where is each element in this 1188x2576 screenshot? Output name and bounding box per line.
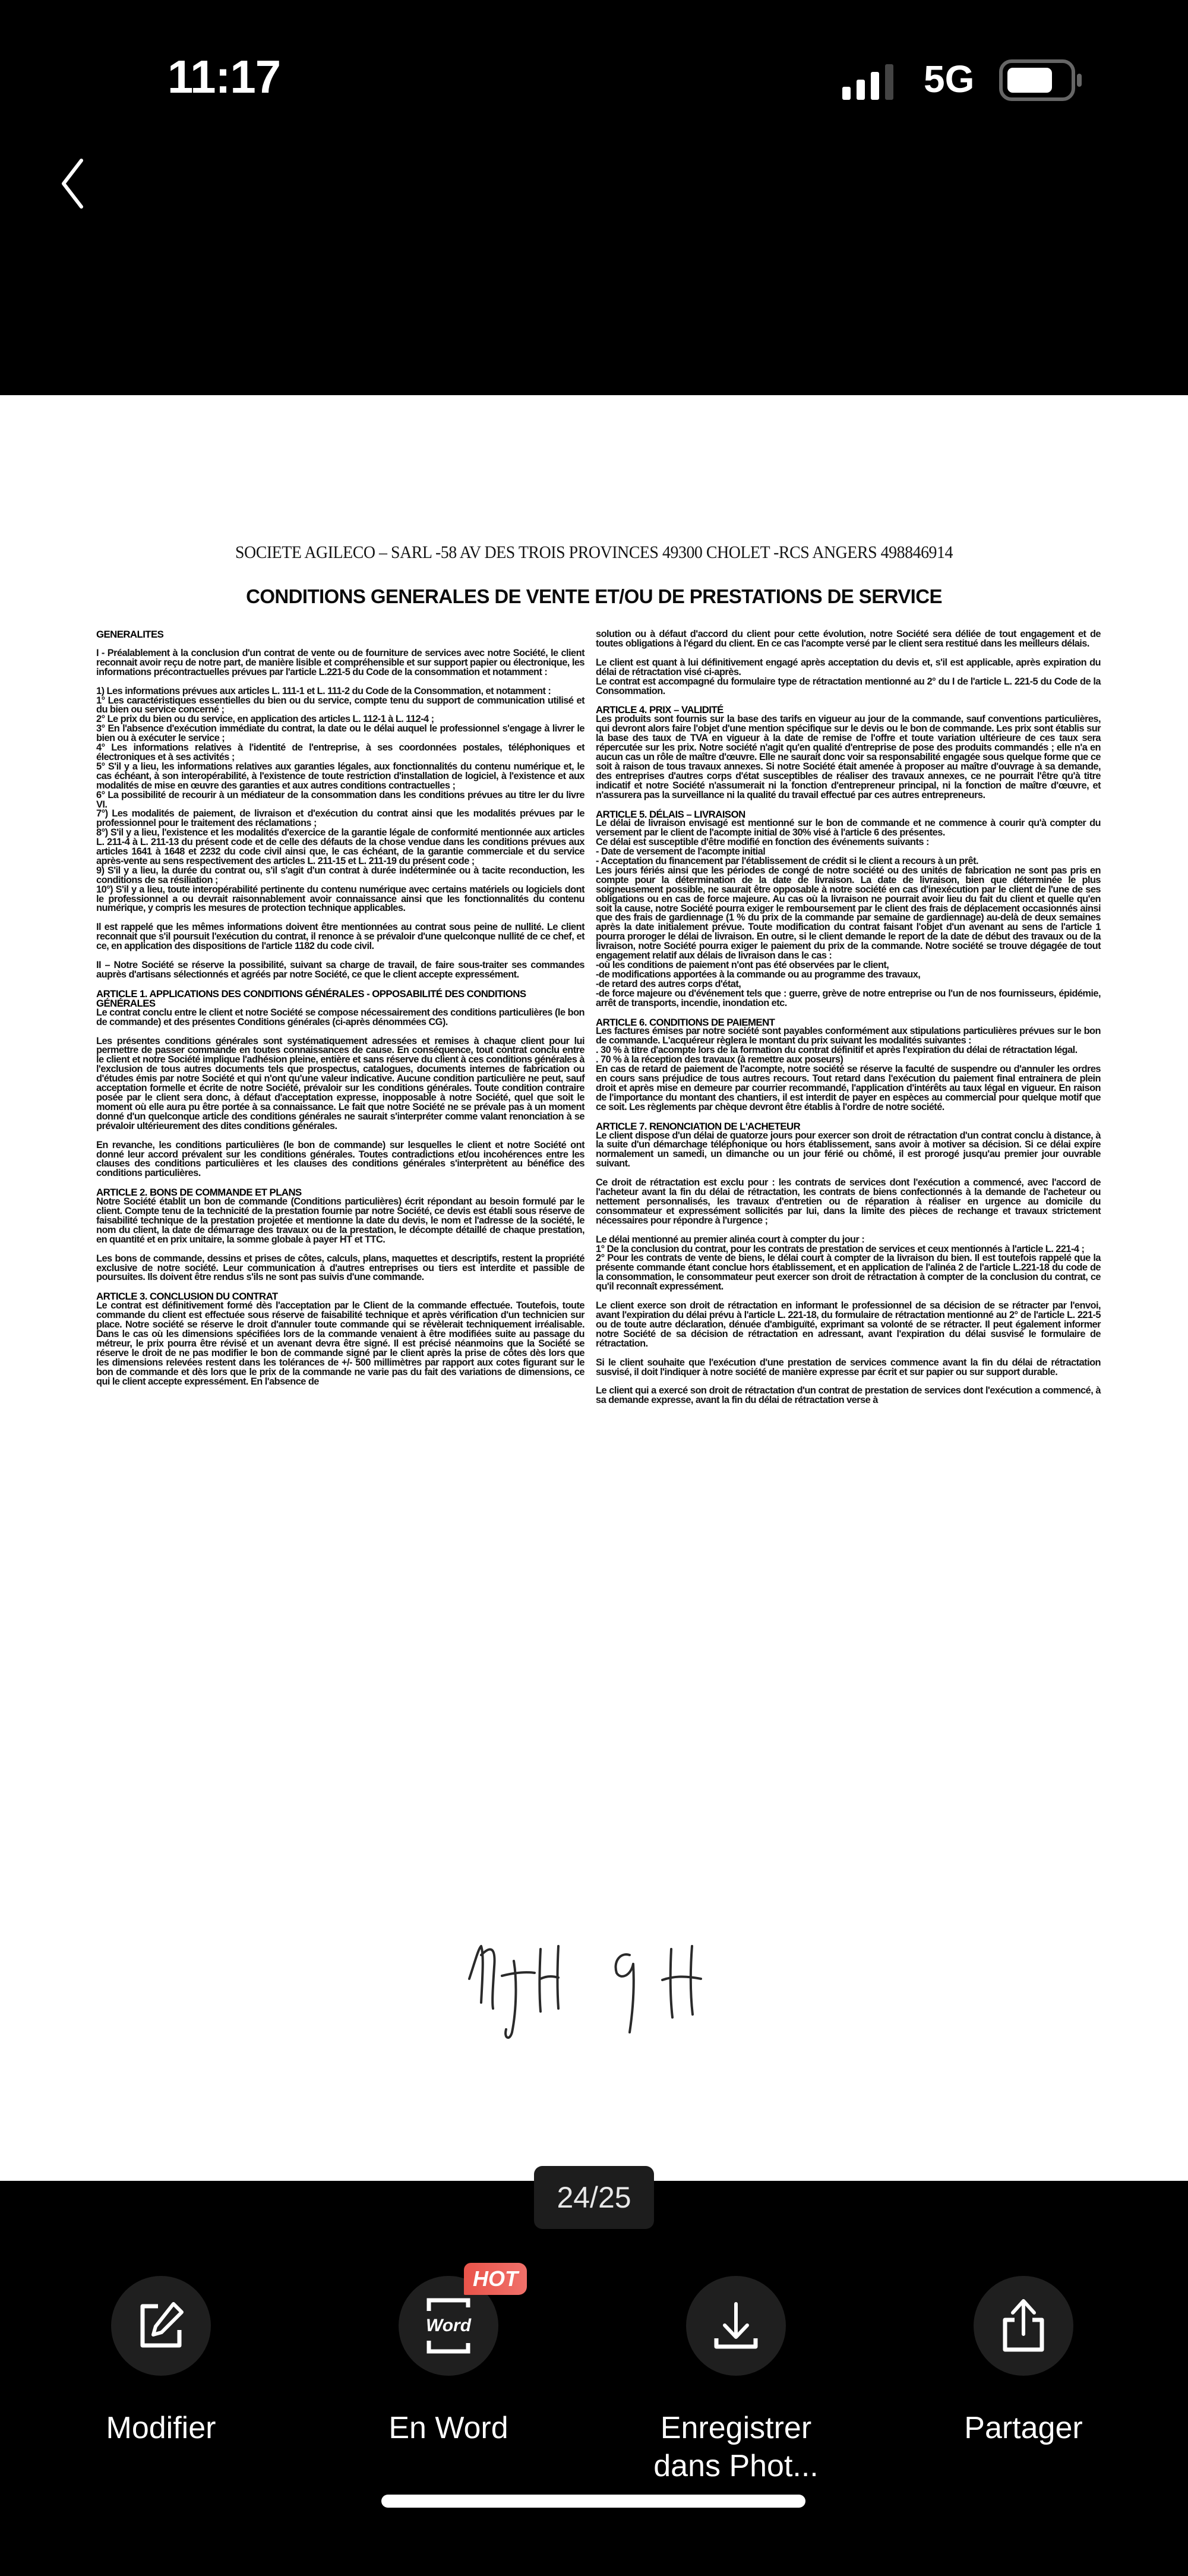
section-paragraph: Les produits sont fournis sur la base des tarifs en vigueur au jour de la commande, sauf conventions particulières, qui devront alors faire l'objet d'une mention spécifique sur le devis ou le bon de commande. Les prix sont établis sur la base des taux de TVA en vigueur à la date de remise de l'offre et toute variation ultérieure de ces taux sera répercutée sur les prix. Notre société n'agit qu'en qualité d'entreprise de pose des produits commandés ; elle n'a en aucun cas un rôle de maître d'œuvre. Elle ne saurait donc voir sa responsabilité engagée sous quelque forme que ce soit à raison de tous travaux annexes. Si notre Société était amenée à proposer au maître d'ouvrage à sa demande, des entreprises d'autres corps d'état susceptibles de réaliser des travaux annexes, ce ne pourrait l'être qu'à titre indicatif et notre Société n'assumerait ni la fonction d'entrepreneur principal, ni la fonction de maître d'œuvre, et n'assurera pas la surveillance ni la qualité du travail effectué par ces autres entrepreneurs. (596, 714, 1101, 800)
paragraph-line: . 70 % à la réception des travaux (à remettre aux poseurs) (596, 1054, 843, 1065)
section-paragraph: Notre Société établit un bon de commande (Conditions particulières) écrit répondant au besoin formulé par le client. Compte tenu de la technicité de la prestation fournie par notre Société, ce devis est établi sous réserve de faisabilité technique de la prestation projetée et mentionne la date du devis, le nom et l'adresse de la société, le nom du client, la date de démarrage des travaux ou de la prestation, le décompte détaillé de chaque prestation, en quantité et en prix unitaire, la somme globale à payer HT et TTC. (96, 1196, 584, 1245)
en-word-label: En Word (388, 2411, 508, 2445)
paragraph-line: Le délai de livraison envisagé est mentionné sur le bon de commande et ne commence à courir qu'à compter du versement par le client de l'acompte initial de 30% visé à l'article 6 des présentes. (596, 818, 1101, 838)
section-heading: ARTICLE 4. PRIX – VALIDITÉ (596, 704, 723, 716)
paragraph-line: 7°) Les modalités de paiement, de livraison et d'exécution du contrat ainsi que les modalités prévues par le professionnel pour le traitement des réclamations ; (96, 808, 584, 829)
document-section (96, 630, 584, 980)
document-section (596, 1018, 1101, 1112)
cellular-signal-icon (842, 64, 902, 100)
save-to-photos-button[interactable] (638, 2276, 834, 2485)
partager-button-circle[interactable] (974, 2276, 1073, 2376)
home-indicator[interactable] (381, 2495, 805, 2508)
word-icon-text: Word (425, 2316, 472, 2335)
paragraph-line: Ce délai est susceptible d'être modifié en fonction des événements suivants : (596, 837, 929, 848)
document-title: CONDITIONS GENERALES DE VENTE ET/OU DE PRESTATIONS DE SERVICE (246, 585, 942, 607)
modifier-button-circle[interactable] (111, 2276, 211, 2376)
section-heading: GENERALITES (96, 629, 164, 640)
paragraph-line: 3° En l'absence d'exécution immédiate du contrat, la date ou le délai auquel le professionnel s'engage à livrer le bien ou à exécuter le service ; (96, 723, 584, 744)
section-paragraph (596, 1027, 1101, 1112)
paragraph-line: Le délai mentionné au premier alinéa court à compter du jour : (596, 1234, 865, 1245)
paragraph-line: 8°) S'il y a lieu, l'existence et les modalités d'exercice de la garantie légale de conformité mentionnée aux articles L. 211-4 à L. 211-13 du présent code et de celle des défauts de la chose vendue dans les conditions prévues aux articles 1641 à 1648 et 2232 du code civil ainsi que, le cas échéant, de la garantie commerciale et du service après-vente au sens respectivement des articles L. 211-15 et L. 211-19 du présent code ; (96, 827, 584, 866)
section-paragraph: I - Préalablement à la conclusion d'un contrat de vente ou de fourniture de services avec notre Société, le client reconnait avoir reçu de notre part, de manière lisible et compréhensible et sur support papier ou électronique, les informations précontractuelles prévues par l'article L.221-5 du Code de la consommation et notamment : (96, 647, 584, 677)
paragraph-line: Le contrat est accompagné du formulaire type de rétractation mentionné au 2° du I de l'article L. 221-5 du Code de la Consommation. (596, 676, 1101, 696)
save-to-photos-label (638, 2409, 834, 2485)
paragraph-line: 1° De la conclusion du contrat, pour les contrats de prestation de services et ceux mentionnés à l'article L. 221-4 ; (596, 1243, 1085, 1254)
section-paragraph: Les présentes conditions générales sont systématiquement adressées et remises à chaque client pour lui permettre de passer commande en toutes connaissances de cause. En conséquence, tout contrat conclu entre le client et notre Société implique l'adhésion pleine, entière et sans réserve du client à ces conditions générales à l'exclusion de tous autres documents tels que prospectus, catalogues, documents internes de fabrication ou d'études émis par notre Société et qui n'ont qu'une valeur indicative. Aucune condition particulière ne peut, sauf acceptation formelle et écrite de notre Société, prévaloir sur les conditions générales. Toute condition contraire posée par le client sera donc, à défaut d'acceptation expresse, inopposable à notre Société, quel que soit le moment où elle aura pu être portée à sa connaissance. Le fait que notre Société ne se prévale pas à un moment donné d'un quelconque article des conditions générales ne saurait s'interpréter comme valant renonciation à se prévaloir ultérieurement des dites conditions générales. (96, 1035, 584, 1131)
document-right-column (596, 630, 1101, 1415)
paragraph-line: 5° S'il y a lieu, les informations relatives aux garanties légales, aux fonctionnalités du contenu numérique et, le cas échéant, à son interopérabilité, à l'existence de toute restriction d'installation de logiciel, à l'existence et aux modalités de mise en œuvre des garanties et aux autres conditions contractuelles ; (96, 761, 584, 791)
paragraph-line: -de force majeure ou d'événement tels que : guerre, grève de notre entreprise ou l'un de nos fournisseurs, épidémie, arrêt de transports, incendie, inondation etc. (596, 988, 1101, 1008)
document-page[interactable] (0, 395, 1188, 2181)
hot-badge: HOT (464, 2263, 527, 2295)
paragraph-line: 2° Le prix du bien ou du service, en application des articles L. 112-1 à L. 112-4 ; (96, 714, 434, 725)
page-indicator: 24/25 (534, 2166, 654, 2229)
paragraph-line: 1° Les caractéristiques essentielles du bien ou du service, compte tenu du support de communication utilisé et du bien ou service concerné ; (96, 695, 584, 715)
section-heading: ARTICLE 5. DÉLAIS – LIVRAISON (596, 808, 745, 820)
section-heading: ARTICLE 2. BONS DE COMMANDE ET PLANS (96, 1187, 302, 1199)
section-heading: ARTICLE 1. APPLICATIONS DES CONDITIONS GÉNÉRALES - OPPOSABILITÉ DES CONDITIONS GÉNÉRALES (96, 988, 526, 1009)
save-label-line-2: dans Phot... (653, 2449, 819, 2483)
section-heading: ARTICLE 3. CONCLUSION DU CONTRAT (96, 1291, 278, 1303)
paragraph-line: 9) S'il y a lieu, la durée du contrat ou, s'il s'agit d'un contrat à durée indéterminée ou à tacite reconduction, les conditions de sa résiliation ; (96, 865, 584, 885)
paragraph-line: En cas de retard de paiement de l'acompte, notre société se réserve la faculté de suspendre ou d'annuler les ordres en cours sans préjudice de tous autres recours. Tout retard dans l'exécution du paiement final entrainera de plein droit et après mise en demeure par courrier recommandé, l'application d'intérêts au taux légal en vigueur. En raison de l'importance du montant des chantiers, il est interdit de payer en espèces au commercial pour quelque motif que ce soit. Les règlements par chèque devront être établis à l'ordre de notre société. (596, 1064, 1101, 1112)
paragraph-line: -de retard des autres corps d'état, (596, 978, 741, 989)
paragraph-line: - Date de versement de l'acompte initial (596, 846, 766, 857)
section-paragraph (96, 687, 584, 914)
section-paragraph (596, 1235, 1101, 1292)
document-section (96, 989, 584, 1178)
section-paragraph (596, 658, 1101, 696)
paragraph-line: -de modifications apportées à la commande ou au programme des travaux, (596, 969, 921, 980)
paragraph-line: 1) Les informations prévues aux articles L. 111-1 et L. 111-2 du Code de la Consommation, et notamment : (96, 685, 551, 696)
section-paragraph: Ce droit de rétractation est exclu pour : les contrats de services dont l'exécution a commencé, avec l'accord de l'acheteur avant la fin du délai de rétractation, les contrats de biens confectionnés à la demande de l'acheteur ou nettement personnalisés, les travaux d'entretien ou de réparation à réaliser en urgence au domicile du consommateur et expressément sollicités par lui, dans la limite des pièces de rechange et travaux strictement nécessaires pour répondre à l'urgence ; (596, 1177, 1101, 1226)
document-section (96, 1188, 584, 1282)
en-word-button-circle[interactable] (399, 2266, 518, 2376)
section-heading: ARTICLE 6. CONDITIONS DE PAIEMENT (596, 1016, 775, 1028)
section-paragraph: solution ou à défaut d'accord du client pour cette évolution, notre Société sera déliée de tout engagement et de toutes obligations à l'égard du client. En ce cas l'acompte versé par le client sera restitué dans les meilleurs délais. (596, 629, 1101, 649)
handwritten-signature (457, 1913, 737, 2050)
en-word-button[interactable] (350, 2266, 546, 2447)
paragraph-line: 10°) S'il y a lieu, toute interopérabilité pertinente du contenu numérique avec certains matériels ou logiciels dont le professionnel a ou devrait raisonnablement avoir connaissance ainsi que les fonctionnalités du contenu numérique, y compris les mesures de protection technique applicables. (96, 884, 584, 914)
section-paragraph: Le client dispose d'un délai de quatorze jours pour exercer son droit de rétractation d'un contrat conclu à distance, à la suite d'un démarchage téléphonique ou hors établissement, sans avoir à motiver sa décision. Si ce délai expire normalement un samedi, un dimanche ou un jour férié ou chômé, il est prorogé jusqu'au premier jour ouvrable suivant. (596, 1130, 1101, 1169)
document-section (596, 705, 1101, 800)
modifier-label: Modifier (106, 2411, 216, 2445)
paragraph-line: 4° Les informations relatives à l'identité de l'entreprise, à ses coordonnées postales, téléphoniques et électroniques et à ses activités ; (96, 742, 584, 762)
paragraph-line: . 30 % à titre d'acompte lors de la formation du contrat définitif et après l'expiration du délai de rétractation légal. (596, 1045, 1078, 1056)
paragraph-line: Les jours fériés ainsi que les périodes de congé de notre société ou des unités de fabrication ne sont pas pris en compte pour la détermination de la date de livraison. La date de livraison, bien que déterminée le plus soigneusement possible, ne saurait être opposable à notre société en cas d'inexécution par le client de l'une de ses obligations ou en cas de force majeure. Au cas où la livraison ne pourrait avoir lieu du fait du client et quelle qu'en soit la cause, notre Société pourra exiger le remboursement par le client des frais de déplacement occasionnés ainsi que des frais de gardiennage (1 % du prix de la commande par semaine de gardiennage) au-delà de deux semaines après la date initialement prévue. Toute modification du contrat faisant l'objet d'un avenant au sens de l'article 1 pourra proroger le délai de livraison. En outre, si le client demande le report de la date de début des travaux ou de la livraison, notre Société pourra exiger le paiement du prix de la commande. Notre société se trouve dégagée de tout engagement relatif aux délais de livraison dans le cas : (596, 865, 1101, 961)
chevron-left-icon[interactable] (56, 156, 92, 212)
paragraph-line: -où les conditions de paiement n'ont pas été observées par le client, (596, 960, 889, 970)
document-section (96, 1292, 584, 1386)
word-icon (422, 2293, 475, 2359)
section-paragraph: En revanche, les conditions particulières (le bon de commande) sur lesquelles le client et notre Société ont donné leur accord prévalent sur les conditions générales. Toutes contradictions et/ou incohérences entre les clauses des conditions particulières et les clauses des conditions générales s'interprètent au bénéfice des conditions particulières. (96, 1139, 584, 1179)
download-icon (709, 2299, 763, 2353)
section-paragraph: Le client qui a exercé son droit de rétractation d'un contrat de prestation de services dont l'exécution a commencé, à sa demande expresse, avant la fin du délai de rétractation verse à (596, 1385, 1101, 1406)
paragraph-line: 2° Pour les contrats de vente de biens, le délai court à compter de la livraison du bien. Il est toutefois rappelé que la présente commande étant conclue hors établissement, et en application de l'alinéa 2 de l'article L.221-18 du code de la consommation, le consommateur peut exercer son droit de rétractation à compter de la conclusion du contrat, ce qu'il reconnaît expressément. (596, 1253, 1101, 1292)
document-section (596, 810, 1101, 1008)
section-paragraph: Si le client souhaite que l'exécution d'une prestation de services commence avant la fin du délai de rétractation susvisé, il doit l'indiquer à notre société de manière expresse par écrit et sur papier ou sur support durable. (596, 1357, 1101, 1377)
section-paragraph: Le contrat conclu entre le client et notre Société se compose nécessairement des conditions particulières (le bon de commande) et des présentes Conditions générales (ci-après dénommées CG). (96, 1007, 584, 1027)
network-type: 5G (924, 58, 975, 100)
edit-icon (134, 2299, 188, 2353)
document-company-header: SOCIETE AGILECO – SARL -58 AV DES TROIS PROVINCES 49300 CHOLET -RCS ANGERS 498846914 (235, 543, 953, 562)
section-paragraph (596, 819, 1101, 1008)
status-time: 11:17 (168, 51, 281, 103)
section-paragraph: II – Notre Société se réserve la possibilité, suivant sa charge de travail, de faire sous-traiter ses commandes auprès d'artisans sélectionnés et agréés par notre Société, ce que le client accepte expressément. (96, 960, 584, 980)
save-to-photos-button-circle[interactable] (686, 2276, 786, 2376)
partager-button[interactable] (925, 2276, 1121, 2447)
document-left-column (96, 630, 584, 1396)
battery-icon (999, 59, 1085, 101)
section-paragraph: Le client exerce son droit de rétractation en informant le professionnel de sa décision de se rétracter par l'envoi, avant l'expiration du délai prévu à l'article L. 221-18, du formulaire de rétractation mentionné au 2° de l'article L. 221-5 ou de toute autre déclaration, dénuée d'ambiguïté, exprimant sa volonté de se rétracter. Il peut également informer notre Société de sa décision de rétractation en adressant, avant l'expiration du délai susvisé le formulaire de rétractation. (596, 1300, 1101, 1349)
modifier-button[interactable] (63, 2276, 259, 2447)
paragraph-line: 6° La possibilité de recourir à un médiateur de la consommation dans les conditions prévues au titre Ier du livre VI. (96, 789, 584, 810)
share-icon (997, 2296, 1050, 2356)
section-heading: ARTICLE 7. RENONCIATION DE L'ACHETEUR (596, 1120, 801, 1132)
paragraph-line: Le client est quant à lui définitivement engagé après acceptation du devis et, s'il est applicable, après expiration du délai de rétractation visé ci-après. (596, 657, 1101, 677)
save-label-line-1: Enregistrer (660, 2411, 812, 2445)
paragraph-line: - Acceptation du financement par l'établissement de crédit si le client a recours à un prêt. (596, 856, 979, 867)
partager-label: Partager (964, 2411, 1083, 2445)
document-section (596, 630, 1101, 696)
section-paragraph: Les bons de commande, dessins et prises de côtes, calculs, plans, maquettes et descriptifs, restent la propriété exclusive de notre société. Leur communication à d'autres entreprises ou tiers est interdite et passible de poursuites. Ils doivent être rendus s'ils ne sont pas suivis d'une commande. (96, 1253, 584, 1283)
section-paragraph: Il est rappelé que les mêmes informations doivent être mentionnées au contrat sous peine de nullité. Le client reconnait que s'il poursuit l'exécution du contrat, il renonce à se prévaloir d'une quelconque nullité de ce chef, et ce, en application des dispositions de l'article 1182 du code civil. (96, 922, 584, 952)
paragraph-line: Les factures émises par notre société sont payables conformément aux stipulations particulières prévues sur le bon de commande. L'acquéreur règlera le montant du prix suivant les modalités suivantes : (596, 1026, 1101, 1046)
section-paragraph: Le contrat est définitivement formé dès l'acceptation par le Client de la commande effectuée. Toutefois, toute commande du client est effectuée sous réserve de faisabilité technique et après vérification d'un technicien sur place. Notre société se réserve le droit d'annuler toute commande qui se révèlerait techniquement irréalisable. Dans le cas où les dimensions spécifiées lors de la commande venaient à être modifiées suite au passage du métreur, le prix pourra être révisé et un avenant devra être signé. Il est précisé néanmoins que la Société se réserve le droit de ne pas modifier le bon de commande signé par le client après la prise de côtes dès lors que les dimensions relevées restent dans les tolérances de +/- 500 millimètres par rapport aux cotes figurant sur le bon de commande et dès lors que le prix de la commande ne varie pas du fait des variations de dimensions, ce qui le client accepte expressément. En l'absence de (96, 1300, 584, 1387)
document-section (596, 1122, 1101, 1406)
